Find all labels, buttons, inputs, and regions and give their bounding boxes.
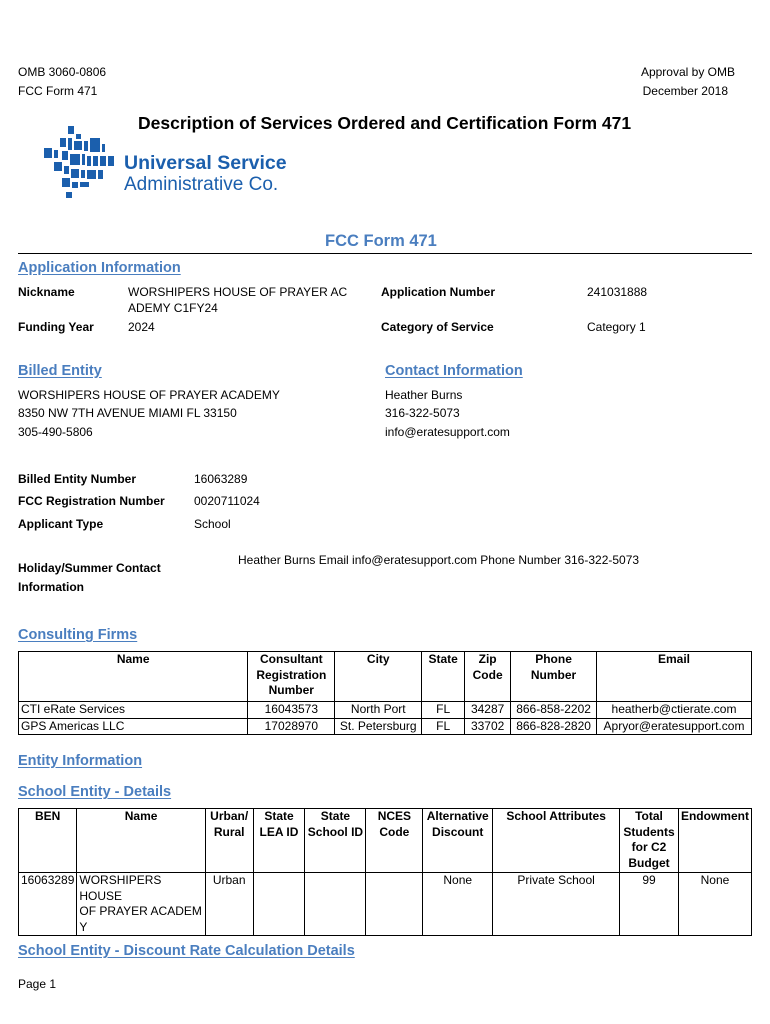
- funding-year-label: Funding Year: [18, 320, 94, 334]
- ben-label: Billed Entity Number: [18, 472, 137, 486]
- firm-city: St. Petersburg: [335, 718, 422, 735]
- application-number-label: Application Number: [381, 285, 496, 299]
- firm-name: CTI eRate Services: [19, 702, 248, 719]
- table-row: [19, 702, 752, 719]
- holiday-contact-label-line1: Holiday/Summer Contact: [18, 561, 161, 575]
- firm-crn: 16043573: [248, 702, 335, 719]
- frn-label: FCC Registration Number: [18, 494, 165, 508]
- firm-zip: 33702: [465, 718, 511, 735]
- firm-email: Apryor@eratesupport.com: [596, 718, 751, 735]
- firm-state: FL: [422, 702, 465, 719]
- nickname-value-line2: ADEMY C1FY24: [128, 301, 218, 315]
- heading-divider: [18, 253, 752, 254]
- col-alternative-discount: Alternative Discount: [423, 809, 493, 873]
- contact-phone: 316-322-5073: [385, 406, 460, 420]
- school-total-students: 99: [620, 873, 679, 936]
- holiday-contact-value: Heather Burns Email info@eratesupport.com Phone Number 316-322-5073: [238, 553, 640, 567]
- col-state-lea-id: State LEA ID: [253, 809, 305, 873]
- consulting-firms-heading: Consulting Firms: [18, 627, 138, 643]
- entity-info-heading: Entity Information: [18, 753, 143, 769]
- col-school-attributes: School Attributes: [493, 809, 620, 873]
- school-details-heading: School Entity - Details: [18, 784, 172, 800]
- frn-value: 0020711024: [194, 494, 260, 508]
- consulting-firms-table: [18, 651, 752, 735]
- usac-logo: [40, 124, 290, 204]
- page-title: Description of Services Ordered and Certification Form 471: [138, 113, 632, 133]
- school-state-lea-id: [253, 873, 305, 936]
- ben-value: 16063289: [194, 472, 248, 486]
- discount-rate-heading: School Entity - Discount Rate Calculation Details: [18, 943, 355, 959]
- holiday-contact-label-line2: Information: [18, 580, 84, 594]
- category-value: Category 1: [587, 320, 646, 334]
- applicant-type-label: Applicant Type: [18, 517, 104, 531]
- logo-line1: Universal Service: [124, 152, 287, 174]
- usac-mark-icon: [40, 124, 120, 204]
- applicant-type-value: School: [194, 517, 231, 531]
- school-state-school-id: [305, 873, 366, 936]
- table-row: [19, 718, 752, 735]
- school-header-row: [19, 809, 752, 873]
- nickname-value-line1: WORSHIPERS HOUSE OF PRAYER AC: [128, 285, 348, 299]
- col-phone: Phone Number: [511, 652, 597, 702]
- col-ben: BEN: [19, 809, 77, 873]
- school-name: WORSHIPERS HOUSE OF PRAYER ACADEM Y: [77, 873, 205, 936]
- col-urban-rural: Urban/ Rural: [205, 809, 253, 873]
- billed-entity-phone: 305-490-5806: [18, 425, 93, 439]
- omb-number: OMB 3060-0806: [18, 65, 107, 79]
- col-consultant-registration-number: Consultant Registration Number: [248, 652, 335, 702]
- firm-name: GPS Americas LLC: [19, 718, 248, 735]
- school-ben: 16063289: [19, 873, 77, 936]
- firm-city: North Port: [335, 702, 422, 719]
- application-info-heading: Application Information: [18, 260, 181, 276]
- form-date: December 2018: [642, 84, 728, 98]
- application-number-value: 241031888: [587, 285, 648, 299]
- contact-email: info@eratesupport.com: [385, 425, 510, 439]
- school-endowment: None: [678, 873, 751, 936]
- col-email: Email: [596, 652, 751, 702]
- col-total-students: Total Students for C2 Budget: [620, 809, 679, 873]
- col-endowment: Endowment: [678, 809, 751, 873]
- form-label: FCC Form 471: [18, 84, 98, 98]
- col-city: City: [335, 652, 422, 702]
- school-attributes: Private School: [493, 873, 620, 936]
- school-details-table: [18, 808, 752, 936]
- school-urban-rural: Urban: [205, 873, 253, 936]
- consulting-header-row: [19, 652, 752, 702]
- category-label: Category of Service: [381, 320, 494, 334]
- table-row: [19, 873, 752, 936]
- firm-zip: 34287: [465, 702, 511, 719]
- billed-entity-heading: Billed Entity: [18, 363, 102, 379]
- firm-phone: 866-828-2820: [511, 718, 597, 735]
- firm-crn: 17028970: [248, 718, 335, 735]
- contact-name: Heather Burns: [385, 388, 463, 402]
- col-zip: Zip Code: [465, 652, 511, 702]
- funding-year-value: 2024: [128, 320, 155, 334]
- col-school-name: Name: [77, 809, 205, 873]
- firm-email: heatherb@ctierate.com: [596, 702, 751, 719]
- firm-phone: 866-858-2202: [511, 702, 597, 719]
- school-nces-code: [366, 873, 423, 936]
- school-alternative-discount: None: [423, 873, 493, 936]
- logo-line2: Administrative Co.: [124, 174, 279, 195]
- col-state: State: [422, 652, 465, 702]
- fcc-form-heading: FCC Form 471: [325, 232, 437, 250]
- nickname-label: Nickname: [18, 285, 75, 299]
- omb-approval: Approval by OMB: [640, 65, 735, 79]
- firm-state: FL: [422, 718, 465, 735]
- billed-entity-name: WORSHIPERS HOUSE OF PRAYER ACADEMY: [18, 388, 280, 402]
- col-nces-code: NCES Code: [366, 809, 423, 873]
- billed-entity-address: 8350 NW 7TH AVENUE MIAMI FL 33150: [18, 406, 237, 420]
- col-name: Name: [19, 652, 248, 702]
- contact-info-heading: Contact Information: [385, 363, 523, 379]
- col-state-school-id: State School ID: [305, 809, 366, 873]
- page-number: Page 1: [18, 977, 57, 991]
